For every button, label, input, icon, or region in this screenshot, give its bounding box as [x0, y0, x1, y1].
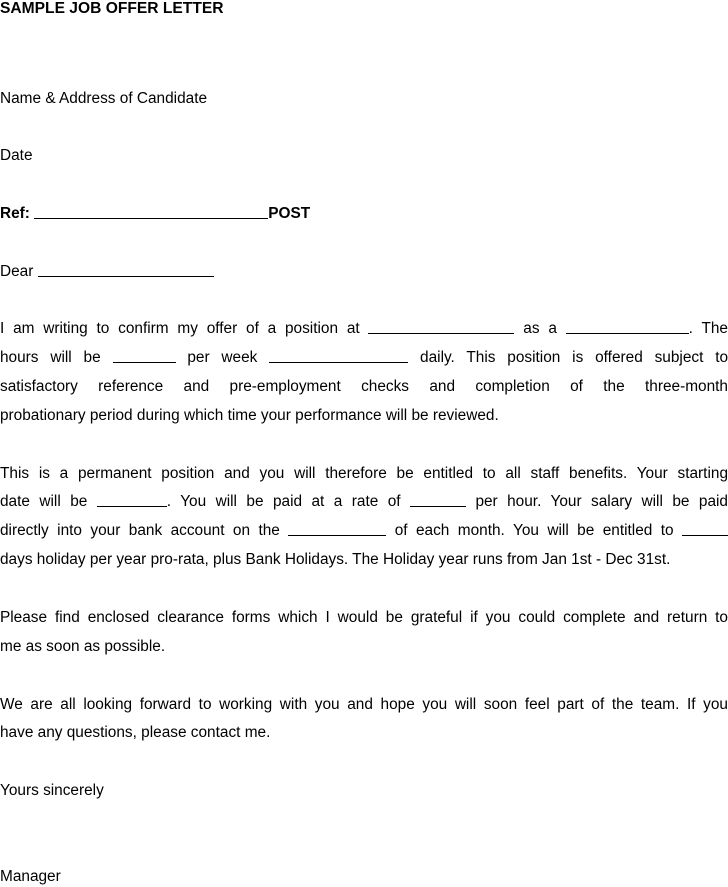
text-span: . [688, 320, 693, 337]
para2-line3 [0, 521, 728, 541]
letter-title: SAMPLE JOB OFFER LETTER [0, 0, 224, 17]
closing-line: Yours sincerely [0, 782, 104, 799]
para2-line1: This is a permanent position and you will therefore be entitled to all staff benefits. Your starting [0, 465, 728, 482]
text-span: per week [187, 349, 258, 366]
para1-line1 [0, 319, 728, 339]
text-span: I am writing to confirm my offer of a position at [0, 320, 360, 337]
recipient-name-blank[interactable] [38, 263, 214, 277]
text-span: daily. This position is offered subject to [420, 349, 728, 366]
text-span: hours will be [0, 349, 101, 366]
pay-rate-blank[interactable] [410, 493, 466, 507]
date-line: Date [0, 147, 33, 164]
ref-post-label: POST [268, 205, 311, 222]
para4-line1: We are all looking forward to working with you and hope you will soon feel part of the team. If you [0, 696, 728, 713]
para4-line2: have any questions, please contact me. [0, 724, 271, 741]
signature-title: Manager [0, 868, 61, 885]
salutation-text: Dear [0, 263, 34, 280]
hours-blank[interactable] [113, 349, 176, 363]
para3-line2: me as soon as possible. [0, 638, 166, 655]
ref-line [0, 204, 310, 224]
holiday-days-blank[interactable] [682, 522, 728, 536]
company-blank[interactable] [368, 320, 514, 334]
ref-blank[interactable] [34, 205, 268, 219]
text-span: as a [523, 320, 557, 337]
para2-line2 [0, 492, 728, 512]
text-span: of each month. You will be entitled to [394, 522, 674, 539]
text-span: directly into your bank account on the [0, 522, 280, 539]
ref-label: Ref: [0, 205, 30, 222]
candidate-name-address: Name & Address of Candidate [0, 90, 208, 107]
para3-line1: Please find enclosed clearance forms which I would be grateful if you could complete and return to [0, 609, 728, 626]
start-date-blank[interactable] [97, 493, 167, 507]
position-blank[interactable] [566, 320, 689, 334]
salutation-line [0, 262, 214, 282]
text-span: The [701, 320, 728, 337]
text-span: . You will be paid at a rate of [166, 493, 401, 510]
para2-line4: days holiday per year pro-rata, plus Bank Holidays. The Holiday year runs from Jan 1st - Dec 31st. [0, 551, 671, 568]
para1-line2 [0, 348, 728, 368]
para1-line4: probationary period during which time your performance will be reviewed. [0, 407, 499, 424]
para1-line3: satisfactory reference and pre-employment checks and completion of the three-month [0, 378, 728, 395]
text-span: date will be [0, 493, 88, 510]
pay-day-blank[interactable] [288, 522, 386, 536]
daily-hours-blank[interactable] [269, 349, 408, 363]
text-span: per hour. Your salary will be paid [475, 493, 728, 510]
